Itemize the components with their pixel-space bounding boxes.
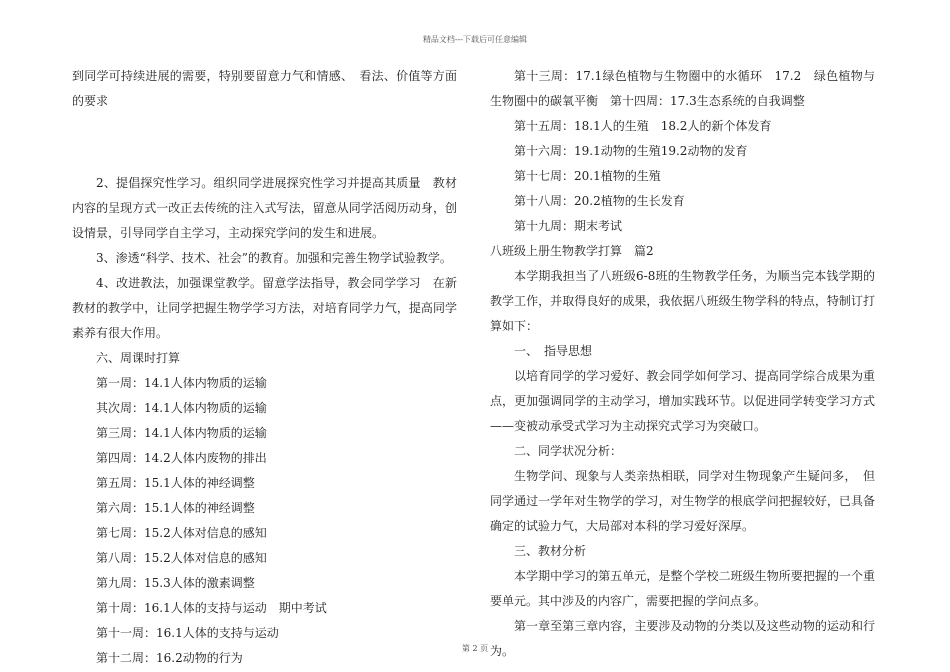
paragraph: 第三周：14.1人体内物质的运输 [96,426,267,440]
paragraph: 第十七周：20.1植物的生殖 [514,169,661,183]
blank-line [72,130,457,155]
left-text-column [72,64,457,671]
paragraph: 第一周：14.1人体内物质的运输 [96,376,267,390]
paragraph: 到同学可持续进展的需要，特别要留意力气和情感、 看法、价值等方面的要求 [72,69,457,108]
paragraph: 第十九周：期末考试 [514,219,623,233]
paragraph: 第十一周：16.1人体的支持与运动 [96,626,279,640]
paragraph: 3、渗透“科学、技术、社会”的教育。加强和完善生物学试验教学。 [96,251,452,265]
paragraph: 六、周课时打算 [96,351,181,365]
paragraph: 第九周：15.3人体的激素调整 [96,576,255,590]
paragraph: 第五周：15.1人体的神经调整 [96,476,255,490]
paragraph: 二、同学状况分析： [514,444,623,458]
paragraph: 本学期我担当了八班级6-8班的生物教学任务，为顺当完本钱学期的教学工作，并取得良好的成果，我依据八班级生物学科的特点，特制订打算如下： [490,269,875,333]
paragraph: 第四周：14.2人体内废物的排出 [96,451,267,465]
paragraph: 第七周：15.2人体对信息的感知 [96,526,267,540]
paragraph: 第十周：16.1人体的支持与运动 期中考试 [96,601,327,615]
paragraph: 2、提倡探究性学习。组织同学进展探究性学习并提高其质量 教材内容的呈现方式一改正去传统的注入式写法，留意从同学活阅历动身，创设情景，引导同学自主学习，主动探究学问的发生和进展。 [72,176,457,240]
page-number: 第 2 页 [461,644,489,653]
paragraph: 第一章至第三章内容，主要涉及动物的分类以及这些动物的运动和行为。 [490,619,875,658]
paragraph: 其次周：14.1人体内物质的运输 [96,401,267,415]
paragraph: 三、教材分析 [514,544,587,558]
paragraph: 第十二周：16.2动物的行为 [96,651,243,665]
paragraph: 以培育同学的学习爱好、教会同学如何学习、提高同学综合成果为重点，更加强调同学的主动学习，增加实践环节。以促进同学转变学习方式——变被动承受式学习为主动探究式学习为突破口。 [490,369,875,433]
paragraph: 第十五周：18.1人的生殖 18.2人的新个体发育 [514,119,772,133]
right-text-column [490,64,875,664]
paragraph: 生物学问、现象与人类亲热相联，同学对生物现象产生疑问多， 但同学通过一学年对生物学的学习，对生物学的根底学问把握较好，已具备确定的试验力气，大局部对本科的学习爱好深厚。 [490,469,875,533]
paragraph: 4、改进教法，加强课堂教学。留意学法指导，教会同学学习 在新教材的教学中，让同学把握生物学学习方法，对培育同学力气，提高同学素养有很大作用。 [72,276,457,340]
paragraph: 一、 指导思想 [514,344,593,358]
paragraph: 第十六周：19.1动物的生殖19.2动物的发育 [514,144,748,158]
paragraph: 本学期中学习的第五单元，是整个学校二班级生物所要把握的一个重要单元。其中涉及的内容广，需要把握的学问点多。 [490,569,875,608]
paragraph: 第十三周：17.1绿色植物与生物圈中的水循环 17.2 绿色植物与生物圈中的碳氧平衡 第十四周：17.3生态系统的自我调整 [490,69,875,108]
paragraph: 八班级上册生物教学打算 篇2 [490,244,654,258]
paragraph: 第六周：15.1人体的神经调整 [96,501,255,515]
page-header: 精品文档---下载后可任意编辑 [422,35,528,44]
paragraph: 第十八周：20.2植物的生长发育 [514,194,685,208]
paragraph: 第八周：15.2人体对信息的感知 [96,551,267,565]
